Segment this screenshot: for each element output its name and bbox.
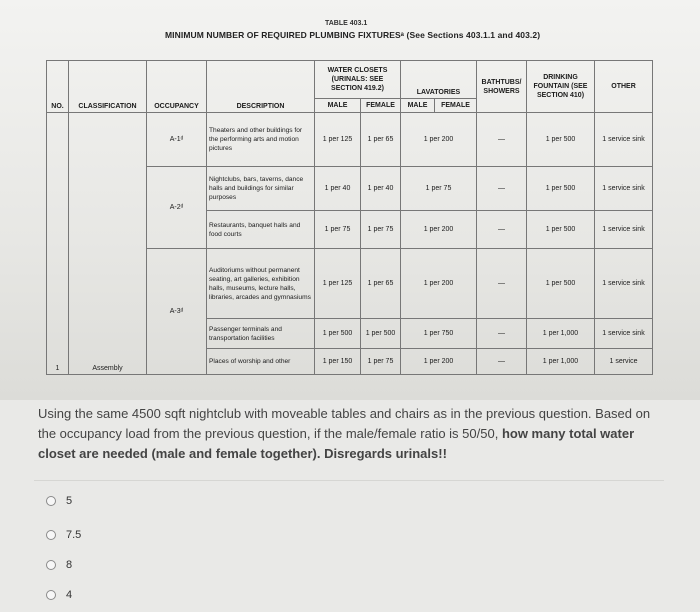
wc-male-cell: 1 per 125 — [315, 249, 361, 319]
wc-female-cell: 1 per 75 — [361, 349, 401, 375]
wc-female-cell: 1 per 40 — [361, 167, 401, 211]
table-pretitle: TABLE 403.1 — [325, 20, 368, 27]
occupancy-cell: A-2ᵈ — [147, 167, 207, 249]
other-cell: 1 service sink — [595, 113, 653, 167]
row-number: 1 — [47, 113, 69, 375]
description-cell: Theaters and other buildings for the performing arts and motion pictures — [207, 113, 315, 167]
header-drinking-fountain: DRINKING FOUNTAIN (SEE SECTION 410) — [527, 61, 595, 113]
lavatory-cell: 1 per 200 — [401, 349, 477, 375]
divider — [34, 480, 664, 481]
answer-option-2[interactable] — [46, 526, 346, 544]
other-cell: 1 service sink — [595, 249, 653, 319]
wc-male-cell: 1 per 75 — [315, 211, 361, 249]
radio-button-icon[interactable] — [46, 560, 56, 570]
answer-option-label: 8 — [66, 559, 73, 571]
bathtub-cell: — — [477, 167, 527, 211]
header-wc-female: FEMALE — [361, 99, 401, 113]
lavatory-cell: 1 per 200 — [401, 249, 477, 319]
classification-cell: Assembly — [69, 113, 147, 375]
header-lavatories: LAVATORIES — [401, 61, 477, 99]
answer-option-3[interactable] — [46, 556, 346, 574]
header-classification: CLASSIFICATION — [69, 61, 147, 113]
other-cell: 1 service sink — [595, 167, 653, 211]
fountain-cell: 1 per 500 — [527, 113, 595, 167]
lavatory-cell: 1 per 750 — [401, 319, 477, 349]
radio-button-icon[interactable] — [46, 590, 56, 600]
plumbing-fixtures-table — [46, 60, 653, 375]
lavatory-cell: 1 per 75 — [401, 167, 477, 211]
table-row — [47, 113, 653, 167]
question-text — [38, 404, 666, 464]
bathtub-cell: — — [477, 349, 527, 375]
header-wc-male: MALE — [315, 99, 361, 113]
bathtub-cell: — — [477, 211, 527, 249]
wc-female-cell: 1 per 65 — [361, 249, 401, 319]
wc-female-cell: 1 per 500 — [361, 319, 401, 349]
header-description: DESCRIPTION — [207, 61, 315, 113]
fountain-cell: 1 per 500 — [527, 167, 595, 211]
answer-option-label: 7.5 — [66, 529, 82, 541]
question-text-plain: Using the same 4500 sqft nightclub with moveable tables and chairs as in the previous question. Based on the occupancy load from the previous question, if the male/female ratio is 50/50, — [38, 406, 651, 441]
header-other: OTHER — [595, 61, 653, 113]
fountain-cell: 1 per 1,000 — [527, 319, 595, 349]
header-lav-female: FEMALE — [435, 99, 477, 113]
other-cell: 1 service sink — [595, 211, 653, 249]
answer-option-label: 5 — [66, 495, 73, 507]
header-occupancy: OCCUPANCY — [147, 61, 207, 113]
answer-option-label: 4 — [66, 589, 73, 601]
wc-female-cell: 1 per 75 — [361, 211, 401, 249]
description-cell: Nightclubs, bars, taverns, dance halls and buildings for similar purposes — [207, 167, 315, 211]
header-water-closets: WATER CLOSETS (URINALS: SEE SECTION 419.2) — [315, 61, 401, 99]
bathtub-cell: — — [477, 319, 527, 349]
description-cell: Auditoriums without permanent seating, art galleries, exhibition halls, museums, lecture halls, libraries, arcades and gymnasiums — [207, 249, 315, 319]
occupancy-cell: A-3ᵈ — [147, 249, 207, 375]
fountain-cell: 1 per 1,000 — [527, 349, 595, 375]
table-title: MINIMUM NUMBER OF REQUIRED PLUMBING FIXTURESᵃ (See Sections 403.1.1 and 403.2) — [165, 30, 541, 40]
lavatory-cell: 1 per 200 — [401, 211, 477, 249]
question-text-bold: how many total water closet are needed (male and female together). Disregards urinals!! — [38, 426, 635, 461]
bathtub-cell: — — [477, 113, 527, 167]
wc-female-cell: 1 per 65 — [361, 113, 401, 167]
answer-option-1[interactable] — [46, 492, 346, 510]
other-cell: 1 service sink — [595, 319, 653, 349]
fountain-cell: 1 per 500 — [527, 249, 595, 319]
header-no: NO. — [47, 61, 69, 113]
occupancy-cell: A-1ᵈ — [147, 113, 207, 167]
answer-option-4[interactable] — [46, 586, 346, 604]
fountain-cell: 1 per 500 — [527, 211, 595, 249]
description-cell: Passenger terminals and transportation facilities — [207, 319, 315, 349]
description-cell: Places of worship and other — [207, 349, 315, 375]
bathtub-cell: — — [477, 249, 527, 319]
wc-male-cell: 1 per 500 — [315, 319, 361, 349]
wc-male-cell: 1 per 150 — [315, 349, 361, 375]
radio-button-icon[interactable] — [46, 496, 56, 506]
radio-button-icon[interactable] — [46, 530, 56, 540]
other-cell: 1 service — [595, 349, 653, 375]
header-bathtubs: BATHTUBS/ SHOWERS — [477, 61, 527, 113]
description-cell: Restaurants, banquet halls and food courts — [207, 211, 315, 249]
wc-male-cell: 1 per 125 — [315, 113, 361, 167]
header-lav-male: MALE — [401, 99, 435, 113]
lavatory-cell: 1 per 200 — [401, 113, 477, 167]
wc-male-cell: 1 per 40 — [315, 167, 361, 211]
